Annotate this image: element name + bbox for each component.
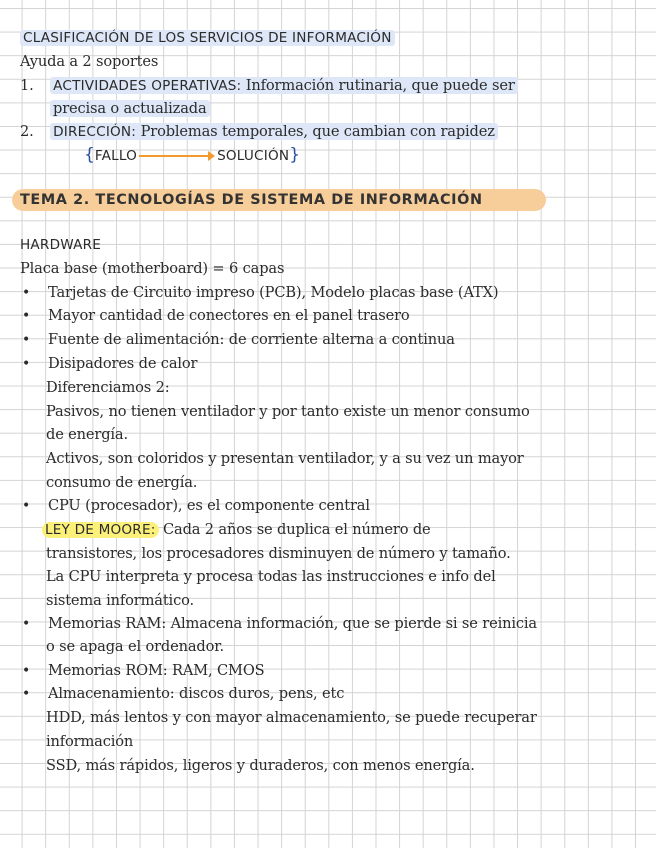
moore-line	[42, 520, 431, 540]
list-item	[20, 122, 498, 142]
paragraph: Diferenciamos 2:	[46, 379, 170, 396]
placa-line: Placa base (motherboard) = 6 capas	[20, 260, 285, 277]
subtitle: Ayuda a 2 soportes	[20, 53, 159, 70]
list-item-body	[50, 123, 498, 140]
paragraph: información	[46, 733, 134, 750]
bullet-icon: •	[22, 616, 31, 632]
paragraph: HDD, más lentos y con mayor almacenamiento, se puede recuperar	[46, 709, 537, 726]
right-brace-icon: }	[289, 145, 301, 165]
list-item: Memorias RAM: Almacena información, que se pierde si se reinicia	[48, 615, 537, 632]
moore-label: LEY DE MOORE:	[42, 522, 159, 538]
list-number: 2.	[20, 123, 34, 140]
list-item: Fuente de alimentación: de corriente alterna a continua	[48, 331, 455, 348]
paragraph: Activos, son coloridos y presentan ventilador, y a su vez un mayor	[46, 450, 524, 467]
list-item-continuation	[50, 99, 210, 119]
bullet-icon: •	[22, 332, 31, 348]
paragraph: consumo de energía.	[46, 474, 198, 491]
bullet-icon: •	[22, 663, 31, 679]
tema-title: TEMA 2. TECNOLOGÍAS DE SISTEMA DE INFORMACIÓN	[20, 192, 483, 208]
left-brace-icon: {	[84, 145, 95, 165]
flow-diagram	[84, 145, 300, 165]
moore-text: Cada 2 años se duplica el número de	[158, 521, 431, 538]
paragraph: o se apaga el ordenador.	[46, 638, 224, 655]
paragraph: sistema informático.	[46, 592, 194, 609]
list-number: 1.	[20, 77, 34, 94]
list-item	[20, 76, 518, 96]
hardware-heading: HARDWARE	[20, 237, 102, 253]
list-item: Almacenamiento: discos duros, pens, etc	[48, 685, 345, 702]
list-item: Mayor cantidad de conectores en el panel trasero	[48, 307, 410, 324]
flow-to: SOLUCIÓN	[217, 148, 290, 164]
list-continuation-text: precisa o actualizada	[50, 100, 210, 117]
arrow-right-icon	[139, 155, 209, 157]
list-text: Problemas temporales, que cambian con rapidez	[136, 123, 495, 140]
bullet-icon: •	[22, 498, 31, 514]
paragraph: SSD, más rápidos, ligeros y duraderos, con menos energía.	[46, 757, 475, 774]
list-item: Memorias ROM: RAM, CMOS	[48, 662, 265, 679]
list-label: DIRECCIÓN:	[53, 124, 137, 140]
paragraph: Pasivos, no tienen ventilador y por tanto existe un menor consumo	[46, 403, 530, 420]
paragraph: de energía.	[46, 426, 128, 443]
list-label: ACTIVIDADES OPERATIVAS:	[53, 78, 242, 94]
list-text: Información rutinaria, que puede ser	[241, 77, 515, 94]
paragraph: La CPU interpreta y procesa todas las instrucciones e info del	[46, 568, 496, 585]
bullet-icon: •	[22, 308, 31, 324]
bullet-icon: •	[22, 686, 31, 702]
list-item-body	[50, 77, 518, 94]
bullet-icon: •	[22, 356, 31, 372]
list-item: CPU (procesador), es el componente central	[48, 497, 370, 514]
bullet-icon: •	[22, 285, 31, 301]
title-highlight: CLASIFICACIÓN DE LOS SERVICIOS DE INFORMACIÓN	[20, 30, 395, 46]
flow-from: FALLO	[94, 148, 138, 164]
list-item: Tarjetas de Circuito impreso (PCB), Modelo placas base (ATX)	[48, 284, 499, 301]
list-item: Disipadores de calor	[48, 355, 198, 372]
paragraph: transistores, los procesadores disminuyen de número y tamaño.	[46, 545, 511, 562]
section-title	[20, 28, 395, 48]
